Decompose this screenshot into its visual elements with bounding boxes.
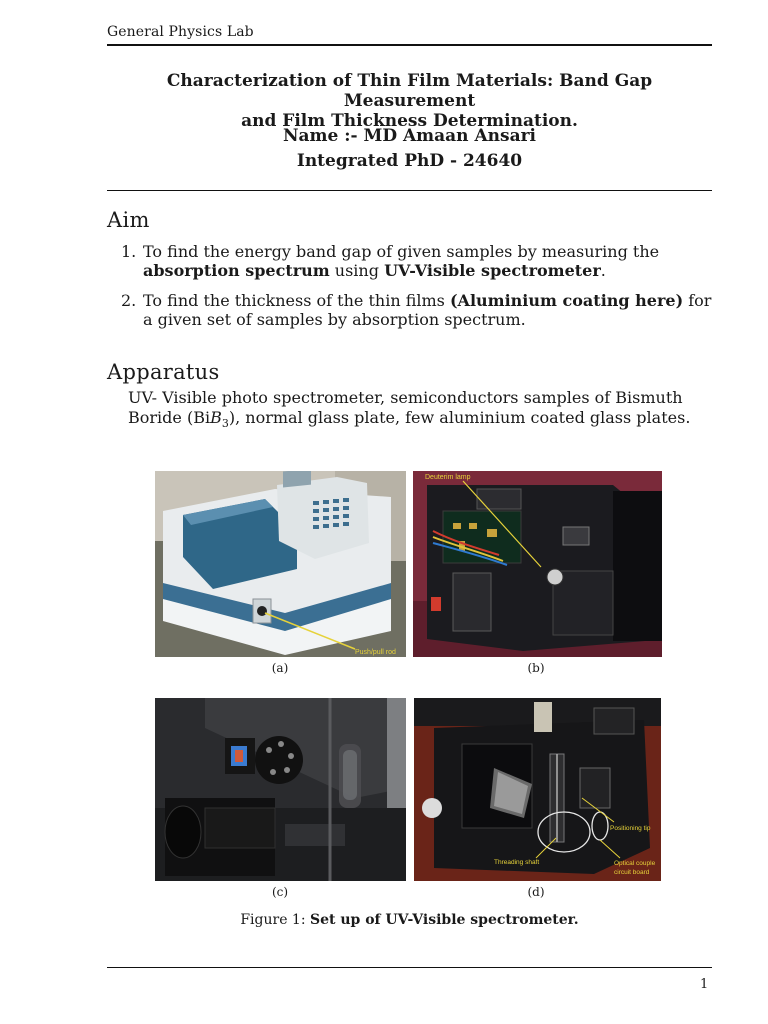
aim-item-number: 2. <box>121 291 137 310</box>
author-program: Integrated PhD - 24640 <box>296 151 523 171</box>
annotation-positioning-tip: Positioning tip <box>610 825 651 832</box>
running-head: General Physics Lab <box>107 24 254 40</box>
annotation-optical-couple: Optical couple <box>614 860 656 867</box>
annotation-push-pull-rod: Push/pull rod <box>355 649 396 656</box>
aim-item-2 <box>117 291 712 329</box>
title-line-2: and Film Thickness Determination. <box>241 111 578 131</box>
aim-item-bold: UV-Visible spectrometer <box>384 261 601 280</box>
author-name: Name :- MD Amaan Ansari <box>282 126 537 146</box>
subfigure-c-photo <box>155 698 406 881</box>
formula-italic-b: B <box>210 408 222 427</box>
figure-caption-prefix: Figure 1: <box>240 912 310 928</box>
formula-subscript: 3 <box>221 417 229 431</box>
subfigure-c-caption: (c) <box>271 885 289 899</box>
figure-caption-bold: Set up of UV-Visible spectrometer. <box>310 912 579 928</box>
subfigure-b-photo <box>413 471 662 657</box>
subfigure-d-photo <box>414 698 661 881</box>
aim-item-text: using <box>329 261 385 280</box>
subfigure-a-photo <box>155 471 406 657</box>
aim-item-text: To find the energy band gap of given samples by measuring the <box>143 242 660 261</box>
annotation-threading-shaft: Threading shaft <box>494 859 540 866</box>
apparatus-text <box>128 388 712 431</box>
aim-item-text: . <box>600 261 606 280</box>
footer-rule <box>107 967 712 968</box>
aim-item-1 <box>117 242 712 280</box>
aim-item-number: 1. <box>121 242 137 261</box>
annotation-circuit-board: circuit board <box>614 869 650 876</box>
subfigure-d-caption: (d) <box>527 885 545 899</box>
title-line-1: Characterization of Thin Film Materials: Band Gap Measurement <box>166 71 653 111</box>
aim-item-text: for a given set of samples by absorption spectrum. <box>143 291 712 329</box>
header-rule <box>107 44 712 46</box>
apparatus-text-part: UV- Visible photo spectrometer, semiconductors samples of Bismuth Boride (Bi <box>128 388 683 427</box>
document-title <box>107 71 712 131</box>
aim-item-bold: absorption spectrum <box>143 261 330 280</box>
title-rule <box>107 190 712 191</box>
annotation-deuterim-lamp: Deuterim lamp <box>425 474 471 481</box>
page-number: 1 <box>700 977 709 992</box>
aim-item-bold: (Aluminium coating here) <box>449 291 684 310</box>
aim-list <box>117 242 712 329</box>
aim-heading: Aim <box>107 208 150 232</box>
subfigure-b-caption: (b) <box>527 661 545 675</box>
aim-item-text: To find the thickness of the thin films <box>143 291 450 310</box>
apparatus-heading: Apparatus <box>107 360 220 384</box>
subfigure-a-caption: (a) <box>271 661 289 675</box>
figure-caption <box>107 912 712 928</box>
apparatus-text-part: ), normal glass plate, few aluminium coated glass plates. <box>228 408 691 427</box>
